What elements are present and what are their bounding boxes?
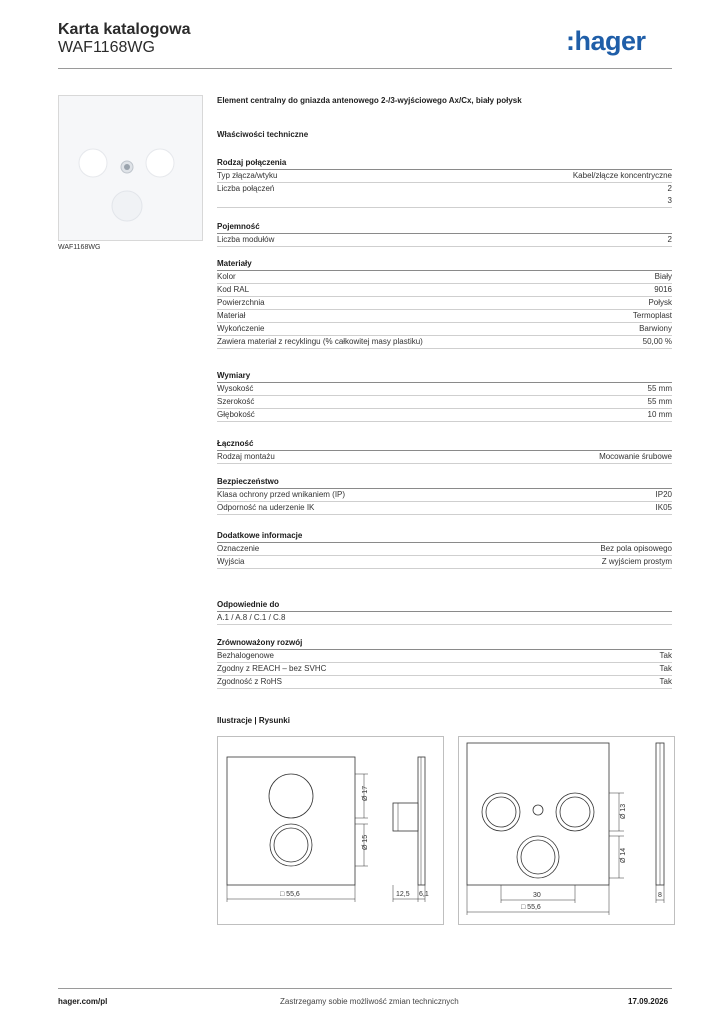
property-value: [668, 183, 672, 207]
property-row: [217, 336, 672, 349]
property-label: Typ złącza/wtyku: [217, 171, 278, 180]
property-row: [217, 663, 672, 676]
property-label: Kod RAL: [217, 285, 250, 294]
property-row: [217, 183, 672, 208]
section-heading: Rodzaj połączenia: [217, 156, 672, 170]
property-value: [648, 396, 672, 408]
property-label: Oznaczenie: [217, 544, 260, 553]
section-heading: Materiały: [217, 257, 672, 271]
hager-logo: :hager: [566, 26, 646, 56]
document-title: Karta katalogowa: [58, 21, 191, 38]
property-section: [217, 156, 672, 208]
property-value: [599, 451, 672, 463]
section-heading: Bezpieczeństwo: [217, 475, 672, 489]
dim-width: □ 55,6: [521, 904, 541, 911]
property-value-line: Termoplast: [632, 311, 672, 320]
property-value: [656, 489, 672, 501]
property-label: Wyjścia: [217, 557, 245, 566]
property-row: [217, 556, 672, 569]
property-label: Rodzaj montażu: [217, 452, 275, 461]
property-row: [217, 543, 672, 556]
property-value: [656, 502, 672, 514]
fits-title: Odpowiednie do: [217, 598, 672, 612]
property-value-line: 2: [667, 235, 672, 244]
property-value-line: 55 mm: [647, 384, 672, 393]
property-row: [217, 271, 672, 284]
property-value-line: Barwiony: [639, 324, 672, 333]
property-value: [668, 234, 672, 246]
footer-divider: [58, 988, 672, 989]
dim-width: □ 55,6: [280, 891, 300, 898]
property-value-line: 9016: [654, 285, 672, 294]
properties-title: Właściwości techniczne: [217, 130, 309, 139]
property-value-line: Połysk: [648, 298, 672, 307]
property-row: [217, 310, 672, 323]
property-value-line: 3: [667, 196, 672, 205]
dim-diameter-14: Ø 14: [620, 847, 627, 863]
property-value-line: Z wyjściem prostym: [601, 557, 672, 566]
property-label: Wykończenie: [217, 324, 265, 333]
property-value-line: Tak: [659, 651, 672, 660]
property-value: [660, 663, 672, 675]
property-row: [217, 451, 672, 464]
property-value: [660, 676, 672, 688]
property-label: Liczba modułów: [217, 235, 275, 244]
property-value-line: IK05: [655, 503, 672, 512]
property-row: [217, 170, 672, 183]
property-value: [600, 543, 672, 555]
dim-depth: 12,5: [396, 891, 410, 898]
dim-thickness: 6,1: [419, 891, 429, 898]
property-value-line: Tak: [659, 664, 672, 673]
property-value-line: 10 mm: [647, 410, 672, 419]
property-row: [217, 676, 672, 689]
property-value-line: Tak: [659, 677, 672, 686]
property-value: [573, 170, 672, 182]
dim-diameter-15: Ø 15: [362, 834, 369, 850]
property-label: Bezhalogenowe: [217, 651, 274, 660]
property-value: [648, 297, 672, 309]
section-heading: Łączność: [217, 437, 672, 451]
property-label: Kolor: [217, 272, 236, 281]
illustrations-title: Ilustracje | Rysunki: [217, 716, 290, 725]
drawing-two-outputs: [217, 736, 444, 925]
dim-thickness: 8: [658, 892, 662, 899]
property-label: Powierzchnia: [217, 298, 265, 307]
property-label: Materiał: [217, 311, 246, 320]
drawing-three-outputs: [458, 736, 675, 925]
property-row: [217, 383, 672, 396]
product-code: WAF1168WG: [58, 39, 155, 56]
property-value-line: Mocowanie śrubowe: [599, 452, 672, 461]
property-value: [602, 556, 672, 568]
property-row: [217, 650, 672, 663]
property-value-line: 2: [667, 184, 672, 193]
section-heading: Pojemność: [217, 220, 672, 234]
property-row: [217, 502, 672, 515]
property-section: [217, 529, 672, 569]
product-description: Element centralny do gniazda antenowego 2-/3-wyjściowego Ax/Cx, biały połysk: [217, 96, 522, 105]
property-row: [217, 297, 672, 310]
property-section: [217, 636, 672, 689]
property-value: [643, 336, 672, 348]
property-value-line: Bez pola opisowego: [600, 544, 672, 553]
footer-date: 17.09.2026: [628, 997, 669, 1006]
property-value-line: IP20: [655, 490, 672, 499]
property-section: [217, 257, 672, 349]
product-image: [59, 96, 202, 240]
property-label: Szerokość: [217, 397, 255, 406]
property-section: [217, 220, 672, 247]
property-value: [648, 383, 672, 395]
property-value: [633, 310, 672, 322]
property-label: Klasa ochrony przed wnikaniem (IP): [217, 490, 346, 499]
property-section: [217, 369, 672, 422]
property-label: Zawiera materiał z recyklingu (% całkowitej masy plastiku): [217, 337, 423, 346]
dim-diameter-17: Ø 17: [362, 785, 369, 801]
property-row: [217, 409, 672, 422]
property-value: [654, 284, 672, 296]
property-section: [217, 475, 672, 515]
footer-disclaimer: Zastrzegamy sobie możliwość zmian technicznych: [280, 997, 459, 1006]
property-value: [655, 271, 672, 283]
property-label: Wysokość: [217, 384, 254, 393]
photo-caption: WAF1168WG: [58, 244, 101, 251]
property-row: [217, 396, 672, 409]
footer-website: hager.com/pl: [58, 997, 108, 1006]
property-value: [660, 650, 672, 662]
header-divider: [58, 68, 672, 69]
dim-spacing: 30: [533, 892, 541, 899]
property-row: [217, 323, 672, 336]
section-heading: Wymiary: [217, 369, 672, 383]
fits-value: A.1 / A.8 / C.1 / C.8: [217, 612, 672, 625]
property-value: [648, 409, 672, 421]
property-section: [217, 437, 672, 464]
product-photo: [58, 95, 203, 241]
dim-diameter-13: Ø 13: [620, 803, 627, 819]
property-value-line: 55 mm: [647, 397, 672, 406]
property-label: Zgodność z RoHS: [217, 677, 282, 686]
property-row: [217, 234, 672, 247]
property-label: Liczba połączeń: [217, 184, 275, 193]
property-value-line: 50,00 %: [642, 337, 672, 346]
section-heading: Dodatkowe informacje: [217, 529, 672, 543]
property-row: [217, 284, 672, 297]
property-value: [639, 323, 672, 335]
property-label: Zgodny z REACH – bez SVHC: [217, 664, 327, 673]
property-value-line: Kabel/złącze koncentryczne: [572, 171, 672, 180]
property-label: Odporność na uderzenie IK: [217, 503, 315, 512]
property-label: Głębokość: [217, 410, 255, 419]
property-row: [217, 489, 672, 502]
section-heading: Zrównoważony rozwój: [217, 636, 672, 650]
property-value-line: Biały: [654, 272, 672, 281]
